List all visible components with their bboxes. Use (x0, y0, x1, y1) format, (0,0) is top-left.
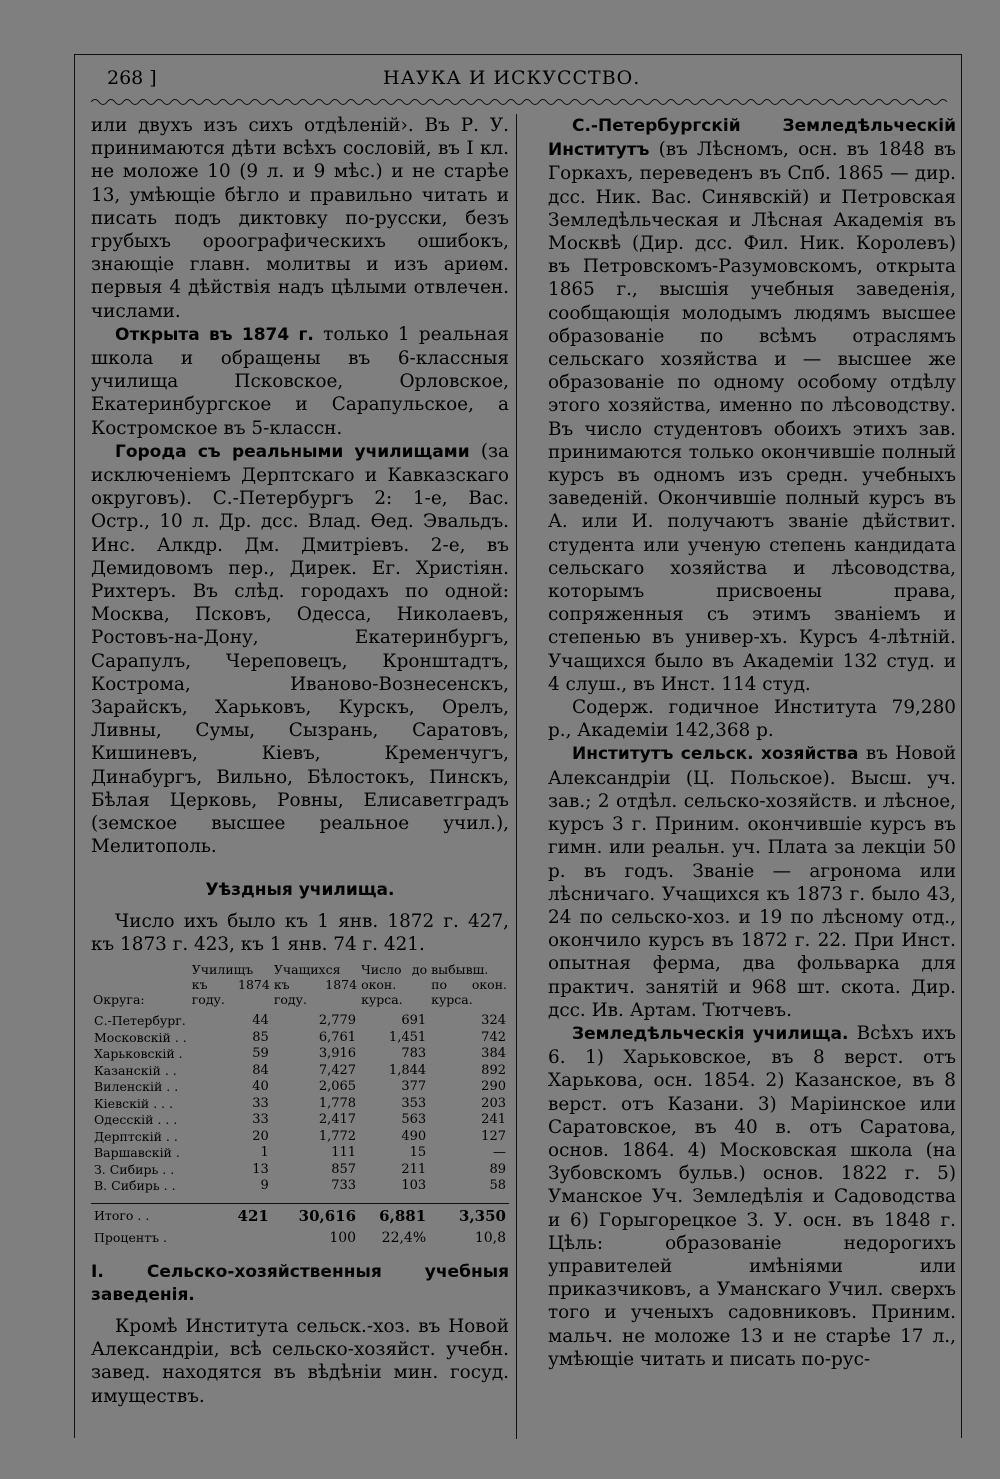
paragraph (91, 440, 509, 859)
table-header-cell: Округа: (93, 992, 145, 1008)
row-label: В. Сибирь . . (94, 1178, 176, 1194)
table-cell: 490 (401, 1128, 427, 1144)
table-cell: 1,451 (388, 1029, 427, 1045)
table-cell: 84 (252, 1062, 269, 1078)
table-header-cell: выбывш. по окон. курса. (431, 962, 507, 1008)
row-label: Дерптскій . . (94, 1128, 178, 1144)
table-cell: 691 (401, 1013, 427, 1029)
paragraph (548, 742, 956, 1021)
paragraph (91, 323, 509, 440)
table-row (91, 1178, 509, 1195)
table-cell: 3,350 (459, 1206, 506, 1225)
table-cell: — (493, 1145, 506, 1161)
table-cell: 1 (260, 1145, 269, 1161)
table-cell: 857 (331, 1161, 357, 1177)
bold-lead: Города съ реальными училищами (115, 441, 470, 462)
table-cell: 44 (252, 1013, 269, 1029)
row-label: Харьковскій . (94, 1046, 183, 1062)
statistics-table (91, 962, 509, 1247)
row-label: Итого . . (94, 1207, 150, 1223)
table-cell: 353 (401, 1095, 427, 1111)
table-cell: 2,065 (318, 1079, 357, 1095)
table-body (91, 1013, 509, 1247)
page-number: 268 ] (107, 67, 157, 89)
table-cell (190, 1224, 272, 1247)
table-cell: 290 (481, 1079, 506, 1095)
table-row (91, 1162, 509, 1179)
table-cell: 58 (489, 1178, 506, 1194)
row-label: Процентъ . (94, 1230, 168, 1246)
table-row (91, 1224, 509, 1247)
table-cell: 742 (481, 1029, 506, 1045)
table-cell: 2,417 (318, 1112, 357, 1128)
row-label: З. Сибирь . . (94, 1161, 175, 1177)
table-cell: 10,8 (474, 1230, 506, 1247)
table-header-cell: Училищъ къ 1874 году. (191, 962, 270, 1008)
rule-cell (359, 1195, 429, 1204)
table-cell: 33 (252, 1112, 269, 1128)
table-rule (91, 1195, 509, 1204)
table-cell: 2,779 (318, 1013, 357, 1029)
table-cell: 85 (252, 1029, 269, 1045)
table-cell: 127 (481, 1128, 506, 1144)
table-cell: 3,916 (318, 1046, 357, 1062)
table-cell: 33 (252, 1095, 269, 1111)
table-cell: 1,778 (318, 1095, 357, 1111)
left-column (91, 114, 509, 1408)
table-cell: 241 (481, 1112, 506, 1128)
table-row (91, 1046, 509, 1063)
paragraph: или двухъ изъ сихъ отдѣленій›. Въ Р. У. принимаются дѣти всѣхъ сословій, въ I кл. не моложе 10 (9 л. и 9 мѣс.) и не старѣе 13, умѣющіе бѣгло и правильно читать и писать подъ диктовку по-русски, безъ грубыхъ ороографическихъ ошибокъ, знающіе главн. молитвы и изъ ариѳм. первыя 4 дѣйствія надъ цѣлыми отвлечен. числами. (91, 115, 509, 322)
row-label: Варшавскій . (94, 1145, 180, 1161)
table-cell: 892 (481, 1062, 506, 1078)
table-row (91, 1112, 509, 1129)
table-cell: 100 (329, 1230, 357, 1247)
table-cell: 89 (489, 1161, 506, 1177)
paragraph: Содерж. годичное Института 79,280 р., Академіи 142,368 р. (548, 697, 956, 742)
wavy-rule (91, 97, 947, 107)
paragraph-text: въ Новой Александріи (Ц. Польское). Высш. уч. зав.; 2 отдѣл. сельско-хозяйств. и лѣсное, курсъ 3 г. Приним. окончившіе курсъ въ гимн. или реальн. уч. Плата за лекціи 50 р. въ годъ. Званіе — агронома или лѣсничаго. Учащихся къ 1873 г. было 43, 24 по сельско-хоз. и 19 по лѣсному отд., окончило курсъ въ 1872 г. 22. При Инст. опытная ферма, два фольварка для практич. занятій и 968 шт. скота. Дир. дсс. Ив. Артам. Тютчевъ. (548, 743, 956, 1021)
table-cell: 111 (331, 1145, 357, 1161)
paragraph-text: (за исключеніемъ Дерптскаго и Кавказскаго округовъ). С.-Петербургъ 2: 1-е, Вас. Остр., 10 л. Др. дсс. Влад. Ѳед. Эвальдъ. Инс. Алкдр. Дм. Дмитріевъ. 2-е, въ Демидовомъ пер., Дирек. Ег. Христіян. Рихтеръ. Въ слѣд. городахъ по одной: Москва, Псковъ, Одесса, Николаевъ, Ростовъ-на-Дону, Екатеринбургъ, Сарапулъ, Череповецъ, Кронштадтъ, Кострома, Иваново-Вознесенскъ, Зарайскъ, Харьковъ, Курскъ, Орелъ, Ливны, Сумы, Сызрань, Саратовъ, Кишиневъ, Кіевъ, Кременчугъ, Динабургъ, Вильно, Бѣлостокъ, Пинскъ, Бѣлая Церковь, Ровны, Елисаветградъ (земское высшее реальное учил.), Мелитополь. (91, 440, 509, 858)
table-cell: 324 (481, 1013, 506, 1029)
table-cell: 6,881 (379, 1206, 427, 1225)
table-row (91, 1063, 509, 1080)
right-column (548, 114, 956, 1371)
table-row (91, 1013, 509, 1030)
row-label: С.-Петербург. (94, 1013, 186, 1029)
paragraph (548, 1022, 956, 1371)
rule-cell (91, 1195, 190, 1204)
table-header-row (91, 962, 509, 1013)
bold-lead: Земледѣльческія училища. (572, 1023, 849, 1044)
table-cell: 211 (401, 1161, 427, 1177)
rule-cell (272, 1195, 359, 1204)
table-cell: 30,616 (298, 1206, 357, 1225)
row-label: Одесскій . . . (94, 1112, 178, 1128)
running-title: НАУКА И ИСКУССТВО. (383, 67, 641, 89)
bold-lead: Открыта въ 1874 г. (115, 324, 314, 345)
table-row (91, 1096, 509, 1113)
page-header (75, 54, 961, 99)
section-heading: Уѣздныя училища. (205, 879, 395, 900)
table-cell: 1,772 (318, 1128, 357, 1144)
bold-lead: С.-Петербургскій Земледѣльческій Институтъ (548, 116, 956, 161)
row-label: Виленскій . . (94, 1079, 179, 1095)
paragraph-text: Всѣхъ ихъ 6. 1) Харьковское, въ 8 верст. отъ Харькова, осн. 1854. 2) Казанское, въ 8 верст. отъ Казани. 3) Маріинское или Саратовское, въ 40 в. отъ Саратова, основ. 1864. 4) Московская школа (на Зубовскомъ бульв.) основ. 1822 г. 5) Уманское Уч. Земледѣлія и Садоводства и 6) Горыгорецкое З. У. осн. въ 1848 г. Цѣль: образованіе недорогихъ управителей имѣніями или приказчиковъ, а Уманскаго Учил. сверхъ того и ученыхъ садовниковъ. Приним. мальч. не моложе 13 и не старѣе 17 л., умѣющіе читать и писать по-рус- (548, 1022, 956, 1370)
table-row (91, 1079, 509, 1096)
row-label: Московскій . . (94, 1029, 187, 1045)
table-cell: 15 (409, 1145, 427, 1161)
table-cell: 203 (481, 1095, 506, 1111)
rule-cell (429, 1195, 509, 1204)
table-cell: 20 (252, 1128, 269, 1144)
table-cell: 22,4% (381, 1230, 427, 1247)
table-cell: 421 (237, 1206, 269, 1225)
table-row (91, 1145, 509, 1162)
table-cell: 7,427 (318, 1062, 357, 1078)
rule-cell (190, 1195, 272, 1204)
table-row (91, 1030, 509, 1047)
paragraph: Число ихъ было къ 1 янв. 1872 г. 427, къ 1873 г. 423, къ 1 янв. 74 г. 421. (91, 910, 509, 955)
table-header-cell: Учащихся къ 1874 году. (273, 962, 358, 1008)
row-label: Кіевскій . . . (94, 1095, 174, 1111)
table-cell: 40 (252, 1079, 269, 1095)
column-divider (516, 114, 517, 1439)
table-cell: 103 (401, 1178, 427, 1194)
table-header-cell: Число до окон. курса. (361, 962, 428, 1008)
paragraph-text: (въ Лѣсномъ, осн. въ 1848 въ Горкахъ, переведенъ въ Спб. 1865 — дир. дсс. Ник. Вас. Синявскій) и Петровская Земледѣльческая и Лѣсная Академія въ Москвѣ (Дир. дсс. Фил. Ник. Королевъ) въ Петровскомъ-Разумовскомъ, открыта 1865 г., высшія учебныя заведенія, сообщающія молодымъ людямъ высшее образованіе по всѣмъ отраслямъ сельскаго хозяйства и — высшее же образованіе по одному особому отдѣлу этого хозяйства, именно по лѣсоводству. Въ число студентовъ обоихъ этихъ зав. принимаются только окончившіе полный курсъ въ одномъ изъ средн. учебныхъ заведеній. Окончившіе полный курсъ въ А. или И. получаютъ званіе дѣйствит. студента или ученую степень кандидата сельскаго хозяйства и лѣсоводства, которымъ присвоены права, сопряженныя съ этимъ званіемъ и степенью въ универ-хъ. Курсъ 4-лѣтній. Учащихся было въ Академіи 132 студ. и 4 слуш., въ Инст. 114 студ. (548, 139, 956, 695)
paragraph (548, 114, 956, 696)
table-cell: 563 (401, 1112, 427, 1128)
bold-lead: Институтъ сельск. хозяйства (572, 744, 859, 765)
table-row (91, 1203, 509, 1224)
table-cell: 377 (401, 1079, 427, 1095)
table-cell: 6,761 (318, 1029, 357, 1045)
row-label: Казанскій . . (94, 1062, 177, 1078)
table-cell: 9 (260, 1178, 269, 1194)
paragraph-text: только 1 реальная школа и обращены въ 6-классныя училища Псковское, Орловское, Екатеринбургское и Сарапульское, а Костромское въ 5-классн. (91, 323, 510, 439)
table-cell: 13 (252, 1161, 269, 1177)
table-cell: 733 (331, 1178, 357, 1194)
book-page (74, 54, 962, 1438)
paragraph: Кромѣ Института сельск.-хоз. въ Новой Александріи, всѣ сельско-хозяйст. учебн. завед. находятся въ вѣдѣніи мин. госуд. имуществъ. (91, 1316, 509, 1407)
table-cell: 1,844 (388, 1062, 427, 1078)
table-cell: 59 (252, 1046, 269, 1062)
table-cell: 384 (481, 1046, 506, 1062)
table-cell: 783 (401, 1046, 427, 1062)
section-heading: I. Сельско-хозяйственныя учебныя заведенія. (91, 1261, 509, 1305)
table-row (91, 1129, 509, 1146)
